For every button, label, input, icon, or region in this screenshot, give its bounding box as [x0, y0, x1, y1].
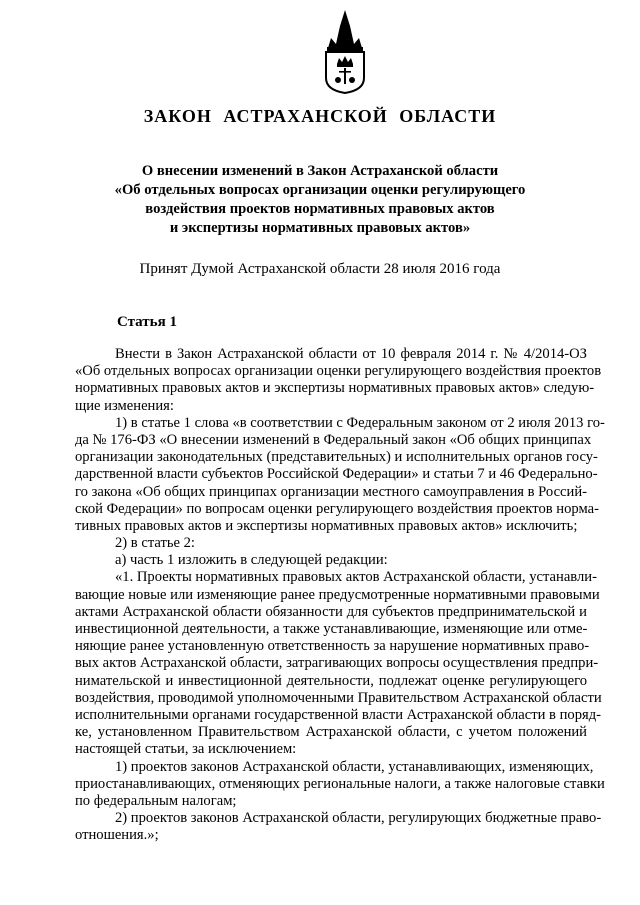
body-line: щие изменения: [75, 397, 174, 414]
body-line: настоящей статьи, за исключением: [75, 741, 297, 758]
body-line: 1) проектов законов Астраханской области, устанавливающих, изменяющих, [115, 758, 594, 775]
body-line: инвестиционной деятельности, а также устанавливающие, изменяющие или отме- [75, 621, 588, 637]
body-line: «Об отдельных вопросах организации оценки регулирующего воздействия проектов [75, 363, 602, 380]
astrakhan-coat-of-arms-icon [318, 8, 372, 94]
body-line: тивных правовых актов и экспертизы нормативных правовых актов» исключить; [75, 517, 578, 534]
body-line: а) часть 1 изложить в следующей редакции: [115, 552, 388, 569]
subject-line: и экспертизы нормативных правовых актов» [169, 220, 471, 236]
body-line: 2) в статье 2: [115, 535, 195, 552]
law-title: ЗАКОН АСТРАХАНСКОЙ ОБЛАСТИ [143, 106, 497, 126]
body-line: да № 176-ФЗ «О внесении изменений в Федеральный закон «Об общих принципах [75, 431, 592, 448]
body-line: 1) в статье 1 слова «в соответствии с Федеральным законом от 2 июля 2013 го- [115, 414, 605, 431]
article-heading: Статья 1 [117, 314, 177, 330]
law-subject [60, 162, 580, 238]
body-line: няющие ранее установленную ответственность за нарушение нормативных право- [75, 638, 590, 655]
body-line: нимательской и инвестиционной деятельности, подлежат оценке регулирующего [75, 672, 587, 689]
body-line: вых актов Астраханской области, затрагивающих вопросы осуществления предпри- [75, 655, 599, 672]
body-line: по федеральным налогам; [75, 792, 237, 809]
body-line: Внести в Закон Астраханской области от 10 февраля 2014 г. № 4/2014-ОЗ [115, 346, 587, 362]
body-line: исполнительными органами государственной власти Астраханской области в поряд- [75, 706, 602, 723]
body-line: го закона «Об общих принципах организации местного самоуправления в Россий- [75, 483, 588, 500]
body-line: «1. Проекты нормативных правовых актов Астраханской области, устанавли- [115, 569, 597, 586]
body-line: актами Астраханской области обязанности для субъектов предпринимательской и [75, 603, 587, 620]
article-body [75, 346, 605, 844]
subject-line: О внесении изменений в Закон Астраханской области [141, 163, 499, 179]
subject-line: воздействия проектов нормативных правовых актов [145, 201, 495, 217]
body-line: ской Федерации» по вопросам оценки регулирующего воздействия проектов норма- [75, 500, 599, 517]
body-line: воздействия, проводимой уполномоченными Правительством Астраханской области [75, 689, 602, 706]
body-line: дарственной власти субъектов Российской Федерации» и статьи 7 и 46 Федерально- [75, 466, 598, 483]
body-line: организации законодательных (представительных) и исполнительных органов госу- [75, 449, 598, 466]
body-line: отношения.»; [75, 827, 159, 844]
body-line: вающие новые или изменяющие ранее предусмотренные нормативными правовыми [75, 586, 600, 603]
body-line: нормативных правовых актов и экспертизы нормативных правовых актов» следую- [75, 380, 595, 397]
adoption-statement: Принят Думой Астраханской области 28 июля 2016 года [139, 261, 501, 277]
body-line: 2) проектов законов Астраханской области, регулирующих бюджетные право- [115, 810, 602, 827]
body-line: приостанавливающих, отменяющих региональные налоги, а также налоговые ставки [75, 775, 605, 792]
body-line: ке, установленном Правительством Астраханской области, с учетом положений [75, 724, 587, 741]
subject-line: «Об отдельных вопросах организации оценки регулирующего [114, 182, 526, 198]
